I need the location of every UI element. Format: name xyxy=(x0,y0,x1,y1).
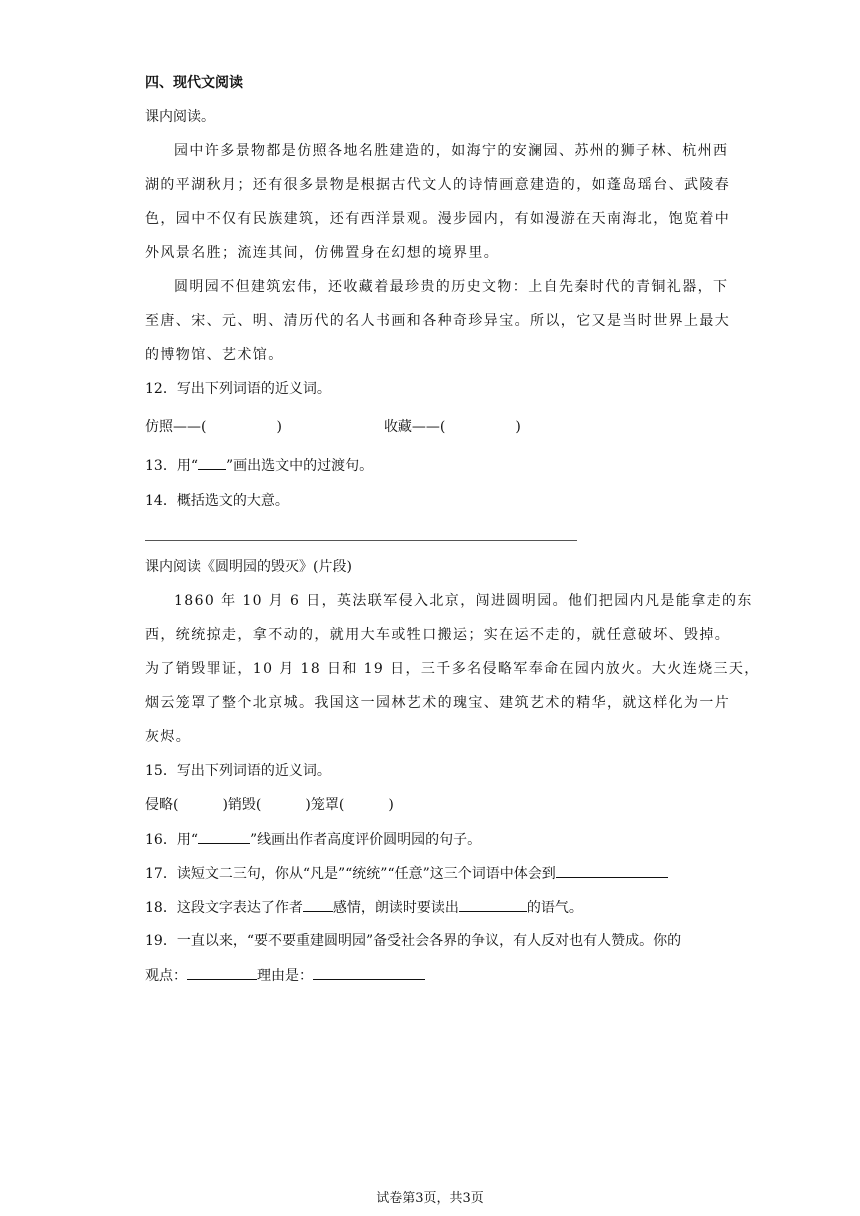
question-14: 14．概括选文的大意。 xyxy=(145,493,289,509)
question-18 xyxy=(145,897,583,918)
q13-text-after: ”画出选文中的过渡句。 xyxy=(225,458,374,474)
q18-blank-feeling[interactable] xyxy=(303,897,333,912)
q16-underline-mark xyxy=(198,829,250,844)
q17-answer-blank[interactable] xyxy=(556,863,668,878)
q15-word-2: )销毁( xyxy=(222,797,262,813)
passage2-intro: 课内阅读《圆明园的毁灭》(片段) xyxy=(145,559,352,575)
passage1-line: 至唐、宋、元、明、清历代的名人书画和各种奇珍异宝。所以，它又是当时世界上最大 xyxy=(145,313,731,329)
q15-close: ) xyxy=(388,797,394,813)
passage2-line: 灰烬。 xyxy=(145,729,192,745)
question-17 xyxy=(145,863,668,884)
passage1-intro: 课内阅读。 xyxy=(145,109,215,125)
question-12: 12．写出下列词语的近义词。 xyxy=(145,381,331,397)
q17-text: 17．读短文二三句，你从“凡是”“统统”“任意”这三个词语中体会到 xyxy=(145,866,556,882)
question-13 xyxy=(145,455,373,476)
q12-item-fangzhao: 仿照——( xyxy=(145,419,207,435)
q19-reason-label: 理由是： xyxy=(257,968,313,984)
q12-item-shoucang: 收藏——( xyxy=(383,419,446,435)
q19-viewpoint-blank[interactable] xyxy=(187,965,257,980)
passage2-line: 为了销毁罪证，10 月 18 日和 19 日，三千多名侵略军奉命在园内放火。大火连烧三天， xyxy=(145,661,760,677)
q14-answer-line[interactable] xyxy=(145,540,577,541)
passage1-line: 园中许多景物都是仿照各地名胜建造的，如海宁的安澜园、苏州的狮子林、杭州西 xyxy=(174,143,729,159)
q13-text-before: 13．用“ xyxy=(145,458,198,474)
q12-close-paren: ) xyxy=(515,419,521,435)
q12-close-paren: ) xyxy=(276,419,282,435)
passage1-line: 色，园中不仅有民族建筑，还有西洋景观。漫步园内，有如漫游在天南海北，饱览着中 xyxy=(145,211,731,227)
q15-word-1: 侵略( xyxy=(145,797,179,813)
q19-reason-blank[interactable] xyxy=(313,965,425,980)
q18-text-b: 感情，朗读时要读出 xyxy=(332,900,459,916)
passage1-line: 湖的平湖秋月；还有很多景物是根据古代文人的诗情画意建造的，如蓬岛瑶台、武陵春 xyxy=(145,177,731,193)
q16-text-before: 16．用“ xyxy=(145,832,198,848)
q16-text-after: ”线画出作者高度评价圆明园的句子。 xyxy=(249,832,482,848)
question-19: 19．一直以来，“要不要重建圆明园”备受社会各界的争议，有人反对也有人赞成。你的 xyxy=(145,933,682,949)
question-12-items xyxy=(145,417,521,437)
q18-text-a: 18．这段文字表达了作者 xyxy=(145,900,303,916)
q15-word-3: )笼罩( xyxy=(305,797,345,813)
q19-viewpoint-label: 观点： xyxy=(145,968,187,984)
passage1-line: 的博物馆、艺术馆。 xyxy=(145,347,284,363)
passage1-line: 外风景名胜；流连其间，仿佛置身在幻想的境界里。 xyxy=(145,245,500,261)
question-15-items xyxy=(145,795,394,815)
passage2-line: 1860 年 10 月 6 日，英法联军侵入北京，闯进圆明园。他们把园内凡是能拿走的东 xyxy=(174,593,753,609)
passage2-line: 西，统统掠走，拿不动的，就用大车或牲口搬运；实在运不走的，就任意破坏、毁掉。 xyxy=(145,627,731,643)
q13-underline-mark xyxy=(198,455,226,470)
question-19-answer xyxy=(145,965,425,986)
passage2-line: 烟云笼罩了整个北京城。我国这一园林艺术的瑰宝、建筑艺术的精华，就这样化为一片 xyxy=(145,695,731,711)
q18-blank-tone[interactable] xyxy=(459,897,527,912)
page-footer: 试卷第3页，共3页 xyxy=(376,1191,484,1206)
q18-text-c: 的语气。 xyxy=(526,900,583,916)
section-title: 四、现代文阅读 xyxy=(145,75,243,91)
question-16 xyxy=(145,829,481,850)
passage1-line: 圆明园不但建筑宏伟，还收藏着最珍贵的历史文物：上自先秦时代的青铜礼器，下 xyxy=(174,279,729,295)
question-15: 15．写出下列词语的近义词。 xyxy=(145,763,331,779)
